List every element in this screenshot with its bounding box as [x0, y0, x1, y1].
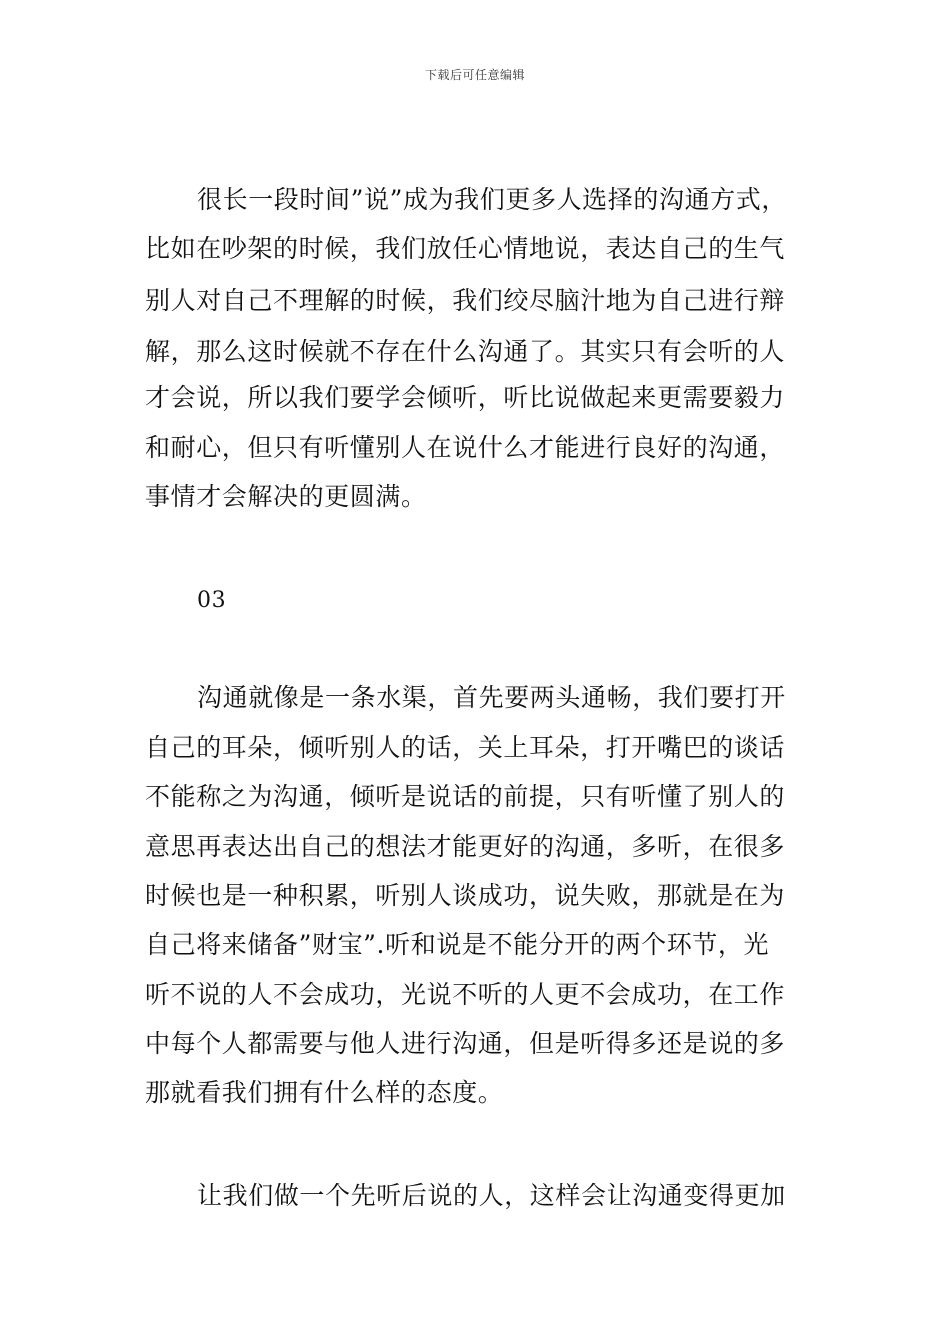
paragraph2-line: 中每个人都需要与他人进行沟通，但是听得多还是说的多: [145, 1029, 786, 1058]
section-number: 03: [197, 588, 227, 613]
paragraph1-line: 和耐心，但只有听懂别人在说什么才能进行良好的沟通，: [145, 433, 786, 462]
paragraph1-line: 解，那么这时候就不存在什么沟通了。其实只有会听的人: [145, 337, 786, 366]
paragraph1-line: 才会说，所以我们要学会倾听，听比说做起来更需要毅力: [145, 383, 786, 412]
paragraph1-line: 别人对自己不理解的时候，我们绞尽脑汁地为自己进行辩: [145, 286, 786, 315]
paragraph1-line: 事情才会解决的更圆满。: [145, 482, 427, 511]
paragraph2-line: 听不说的人不会成功，光说不听的人更不会成功，在工作: [145, 980, 786, 1009]
paragraph3-line: 让我们做一个先听后说的人，这样会让沟通变得更加: [197, 1181, 786, 1210]
paragraph2-line: 时候也是一种积累，听别人谈成功，说失败，那就是在为: [145, 881, 786, 910]
paragraph2-line: 意思再表达出自己的想法才能更好的沟通，多听，在很多: [145, 832, 786, 861]
paragraph1-line: 很长一段时间”说”成为我们更多人选择的沟通方式，: [197, 185, 787, 214]
page-header-note: 下载后可任意编辑: [424, 68, 525, 82]
paragraph1-line: 比如在吵架的时候，我们放任心情地说，表达自己的生气: [145, 234, 786, 263]
paragraph2-line: 自己将来储备”财宝”.听和说是不能分开的两个环节，光: [145, 930, 770, 959]
paragraph2-line: 那就看我们拥有什么样的态度。: [145, 1078, 504, 1107]
paragraph2-line: 沟通就像是一条水渠，首先要两头通畅，我们要打开: [197, 683, 786, 712]
paragraph2-line: 不能称之为沟通，倾听是说话的前提，只有听懂了别人的: [145, 782, 786, 811]
paragraph2-line: 自己的耳朵，倾听别人的话，关上耳朵，打开嘴巴的谈话: [145, 733, 786, 762]
